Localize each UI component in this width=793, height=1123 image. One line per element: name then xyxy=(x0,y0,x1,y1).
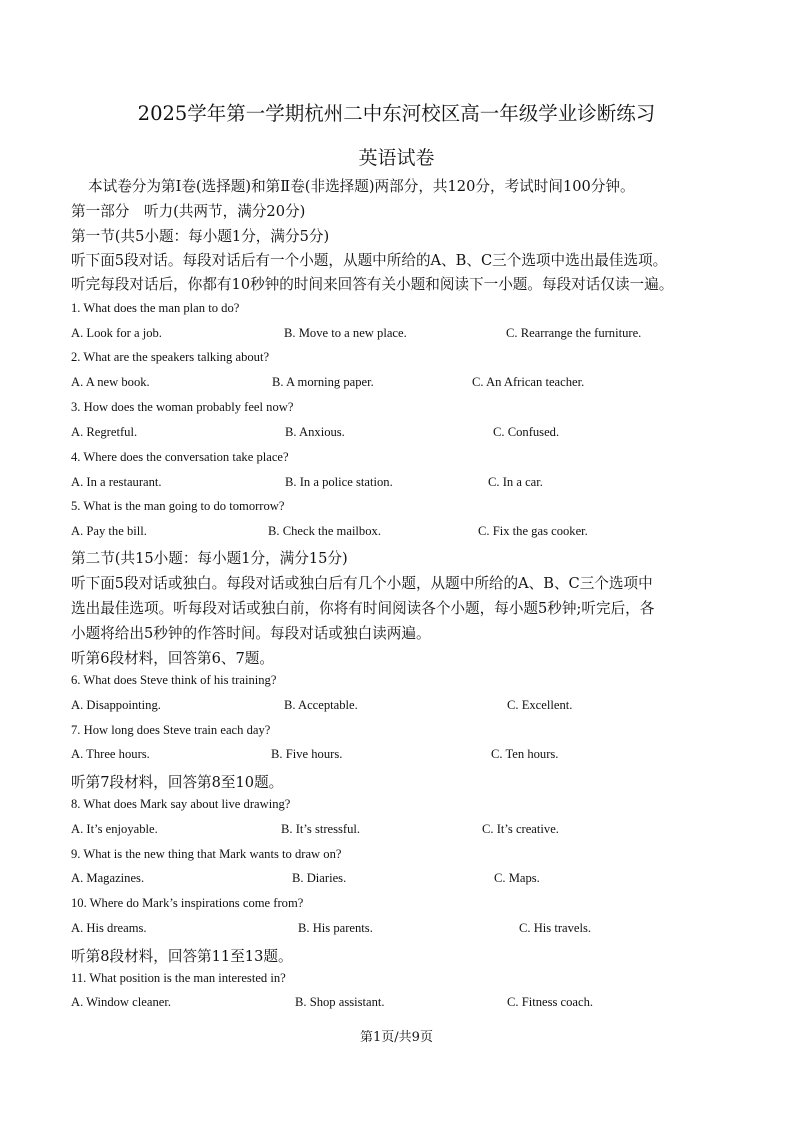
option-b: B. Anxious. xyxy=(285,425,345,439)
question-text: 3. How does the woman probably feel now? xyxy=(71,400,294,414)
section2-instruction: 小题将给出5秒钟的作答时间。每段对话或独白读两遍。 xyxy=(71,625,431,642)
option-b: B. Shop assistant. xyxy=(295,995,385,1009)
option-b: B. Acceptable. xyxy=(284,698,358,712)
question-text: 4. Where does the conversation take place? xyxy=(71,450,289,464)
option-c: C. It’s creative. xyxy=(482,822,559,836)
option-c: C. Maps. xyxy=(494,871,540,885)
option-c: C. Fitness coach. xyxy=(507,995,594,1009)
option-a: A. It’s enjoyable. xyxy=(71,822,158,836)
question-text: 1. What does the man plan to do? xyxy=(71,301,240,315)
option-b: B. In a police station. xyxy=(285,475,393,489)
option-a: A. Look for a job. xyxy=(71,326,162,340)
question-text: 11. What position is the man interested in? xyxy=(71,971,286,985)
option-c: C. Rearrange the furniture. xyxy=(506,326,642,340)
option-b: B. His parents. xyxy=(298,921,373,935)
option-b: B. A morning paper. xyxy=(272,375,374,389)
option-b: B. Diaries. xyxy=(292,871,347,885)
question-text: 5. What is the man going to do tomorrow? xyxy=(71,499,285,513)
option-c: C. An African teacher. xyxy=(472,375,585,389)
option-a: A. In a restaurant. xyxy=(71,475,162,489)
option-c: C. Fix the gas cooker. xyxy=(478,524,588,538)
option-a: A. Regretful. xyxy=(71,425,138,439)
option-b: B. Move to a new place. xyxy=(284,326,407,340)
section2-instruction: 选出最佳选项。听每段对话或独白前，你将有时间阅读各个小题，每小题5秒钟;听完后，各 xyxy=(71,600,655,617)
option-c: C. Ten hours. xyxy=(491,747,559,761)
material-heading: 听第8段材料，回答第11至13题。 xyxy=(71,948,293,965)
option-c: C. His travels. xyxy=(519,921,592,935)
exam-subtitle: 英语试卷 xyxy=(358,147,435,169)
option-c: C. Confused. xyxy=(493,425,560,439)
question-text: 10. Where do Mark’s inspirations come from? xyxy=(71,896,304,910)
question-text: 6. What does Steve think of his training? xyxy=(71,673,277,687)
option-c: C. In a car. xyxy=(488,475,543,489)
option-a: A. A new book. xyxy=(71,375,150,389)
exam-title: 2025学年第一学期杭州二中东河校区高一年级学业诊断练习 xyxy=(137,102,656,125)
option-b: B. Check the mailbox. xyxy=(268,524,381,538)
question-text: 7. How long does Steve train each day? xyxy=(71,723,271,737)
option-a: A. Disappointing. xyxy=(71,698,161,712)
option-a: A. Magazines. xyxy=(71,871,145,885)
option-a: A. Pay the bill. xyxy=(71,524,147,538)
question-text: 2. What are the speakers talking about? xyxy=(71,350,270,364)
question-text: 9. What is the new thing that Mark wants to draw on? xyxy=(71,847,342,861)
option-b: B. It’s stressful. xyxy=(281,822,361,836)
material-heading: 听第6段材料，回答第6、7题。 xyxy=(71,650,274,667)
section1-instruction: 听完每段对话后，你都有10秒钟的时间来回答有关小题和阅读下一小题。每段对话仅读一遍。 xyxy=(71,276,674,293)
section1-instruction: 听下面5段对话。每段对话后有一个小题，从题中所给的A、B、C三个选项中选出最佳选项。 xyxy=(71,252,668,269)
section1-heading: 第一节(共5小题：每小题1分，满分5分) xyxy=(71,228,330,245)
material-heading: 听第7段材料，回答第8至10题。 xyxy=(71,774,284,791)
option-a: A. Window cleaner. xyxy=(71,995,171,1009)
question-text: 8. What does Mark say about live drawing? xyxy=(71,797,291,811)
option-a: A. His dreams. xyxy=(71,921,147,935)
section2-instruction: 听下面5段对话或独白。每段对话或独白后有几个小题，从题中所给的A、B、C三个选项中 xyxy=(71,575,653,592)
page-footer: 第1页/共9页 xyxy=(360,1030,433,1045)
part1-heading: 第一部分 听力(共两节，满分20分) xyxy=(71,203,306,220)
section2-heading: 第二节(共15小题：每小题1分，满分15分) xyxy=(71,550,348,567)
option-c: C. Excellent. xyxy=(507,698,573,712)
exam-intro: 本试卷分为第Ⅰ卷(选择题)和第Ⅱ卷(非选择题)两部分，共120分，考试时间100分钟。 xyxy=(88,178,635,195)
option-a: A. Three hours. xyxy=(71,747,150,761)
option-b: B. Five hours. xyxy=(271,747,343,761)
